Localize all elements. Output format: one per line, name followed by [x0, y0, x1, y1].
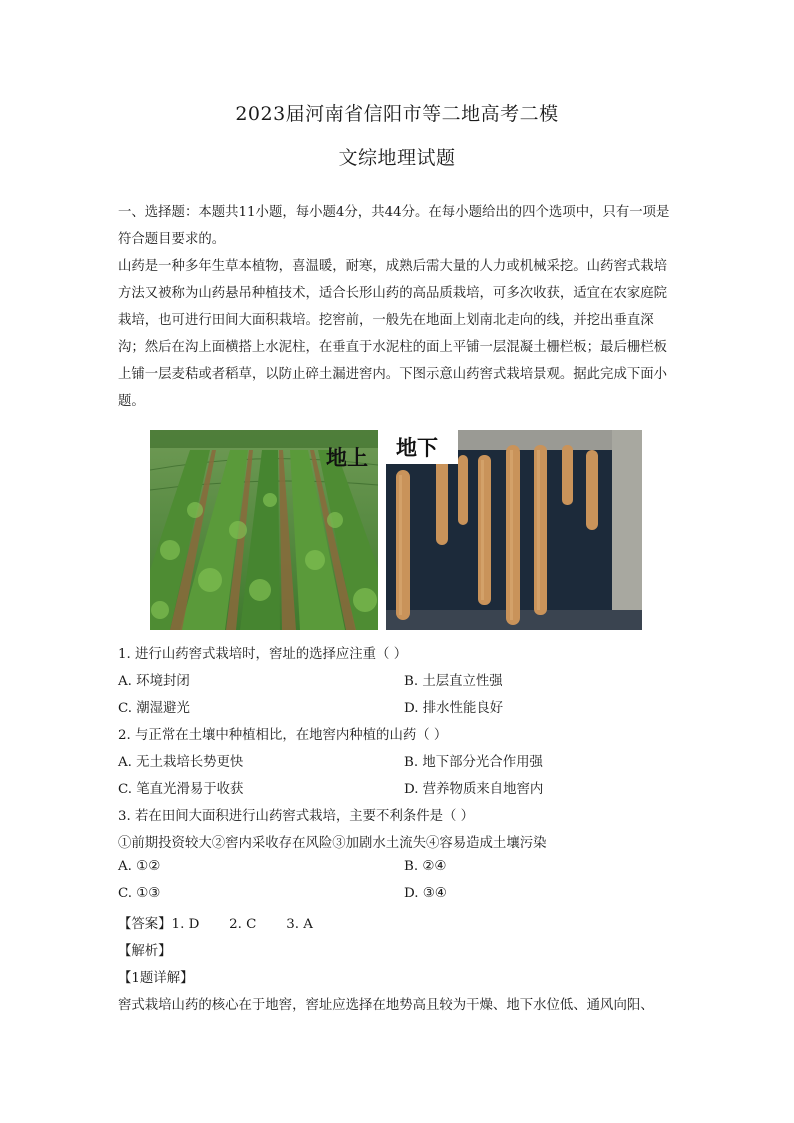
- question-2-option-a: A. 无土栽培长势更快: [118, 755, 244, 770]
- label-above-ground: 地上: [326, 446, 368, 470]
- question-2-option-b: B. 地下部分光合作用强: [404, 755, 543, 770]
- section-intro: 一、选择题：本题共11小题，每小题4分，共44分。在每小题给出的四个选项中，只有一项是符合题目要求的。: [118, 205, 670, 247]
- question-3-option-d: D. ③④: [404, 886, 447, 901]
- question-1-option-a: A. 环境封闭: [118, 674, 190, 689]
- detail-heading: 【1题详解】: [118, 971, 194, 986]
- question-1-option-b: B. 土层直立性强: [404, 674, 503, 689]
- photo-underground: [386, 430, 642, 630]
- page-subtitle: 文综地理试题: [338, 147, 456, 169]
- label-underground: 地下: [396, 436, 438, 460]
- photo-above-ground: [150, 430, 378, 630]
- question-3-stem: 3. 若在田间大面积进行山药窖式栽培，主要不利条件是（ ）: [118, 809, 475, 824]
- question-2-stem: 2. 与正常在土壤中种植相比，在地窖内种植的山药（ ）: [118, 728, 448, 743]
- passage: 山药是一种多年生草本植物，喜温暖，耐寒，成熟后需大量的人力或机械采挖。山药窖式栽培方法又被称为山药悬吊种植技术，适合长形山药的高品质栽培，可多次收获，适宜在农家庭院栽培，也可进行田间大面积栽培。挖窖前，一般先在地面上划南北走向的线，并挖出垂直深沟；然后在沟上面横搭上水泥柱，在垂直于水泥柱的面上平铺一层混凝土栅栏板；最后栅栏板上铺一层麦秸或者稻草，以防止碎土漏进窖内。下图示意山药窖式栽培景观。据此完成下面小题。: [118, 259, 668, 409]
- question-1-stem: 1. 进行山药窖式栽培时，窖址的选择应注重（ ）: [118, 647, 408, 662]
- question-1-option-d: D. 排水性能良好: [404, 701, 504, 716]
- question-3-items: ①前期投资较大②窖内采收存在风险③加剧水土流失④容易造成土壤污染: [118, 836, 547, 851]
- detail-text: 窖式栽培山药的核心在于地窖，窖址应选择在地势高且较为干燥、地下水位低、通风向阳、: [118, 998, 654, 1013]
- question-2-option-d: D. 营养物质来自地窖内: [404, 782, 544, 797]
- page-title: 2023届河南省信阳市等二地高考二模: [235, 103, 559, 125]
- question-3-option-a: A. ①②: [118, 859, 161, 874]
- answer-line: 【答案】1. D 2. C 3. A: [118, 917, 313, 932]
- question-3-option-b: B. ②④: [404, 859, 447, 874]
- analysis-heading: 【解析】: [118, 944, 172, 959]
- question-2-option-c: C. 笔直光滑易于收获: [118, 782, 244, 797]
- question-3-option-c: C. ①③: [118, 886, 161, 901]
- question-1-option-c: C. 潮湿避光: [118, 701, 190, 716]
